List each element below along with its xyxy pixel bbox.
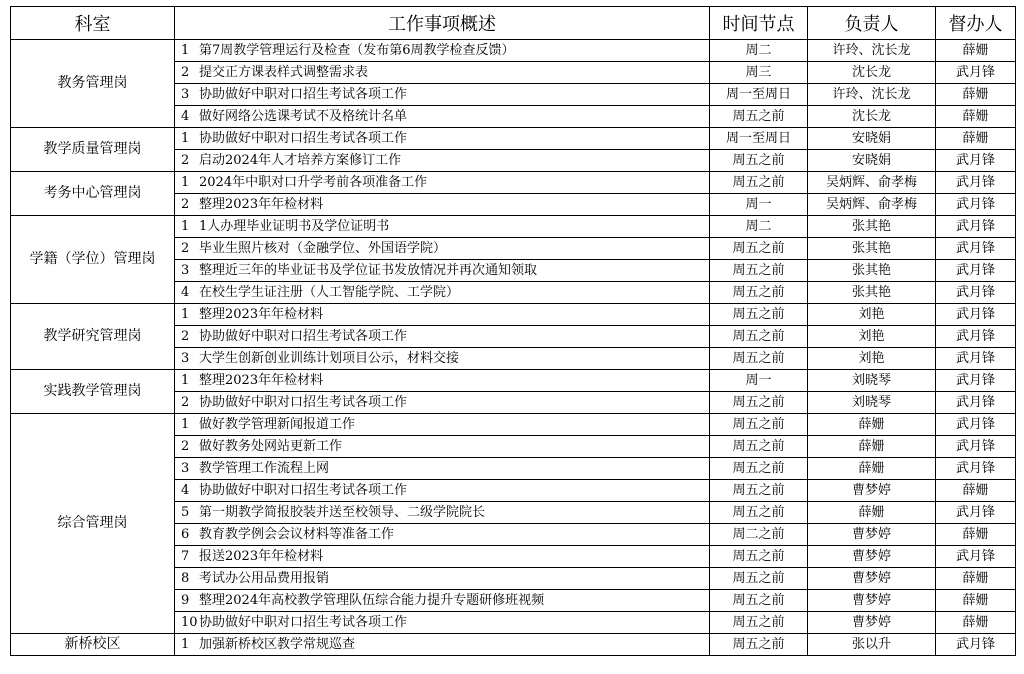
- time-cell: 周五之前: [710, 414, 808, 436]
- time-cell: 周五之前: [710, 326, 808, 348]
- time-cell: 周二: [710, 216, 808, 238]
- dept-cell: 综合管理岗: [11, 414, 175, 634]
- supervisor-cell: 武月锋: [936, 414, 1016, 436]
- task-text: 整理2024年高校教学管理队伍综合能力提升专题研修班视频: [199, 593, 545, 608]
- time-cell: 周五之前: [710, 304, 808, 326]
- supervisor-cell: 武月锋: [936, 392, 1016, 414]
- task-cell: [175, 194, 710, 216]
- owner-cell: 曹梦婷: [808, 524, 936, 546]
- task-number: 2: [181, 241, 190, 256]
- task-text: 整理2023年年检材料: [199, 373, 324, 388]
- task-number: 4: [181, 285, 190, 300]
- weekly-work-table: [10, 6, 1016, 656]
- table-row: [11, 370, 1016, 392]
- time-cell: 周三: [710, 62, 808, 84]
- time-cell: 周五之前: [710, 502, 808, 524]
- task-number: 1: [181, 219, 190, 234]
- task-cell: [175, 502, 710, 524]
- task-number: 2: [181, 329, 190, 344]
- owner-cell: 曹梦婷: [808, 612, 936, 634]
- time-cell: 周五之前: [710, 546, 808, 568]
- owner-cell: 张其艳: [808, 260, 936, 282]
- task-cell: [175, 150, 710, 172]
- owner-cell: 刘晓琴: [808, 392, 936, 414]
- task-number: 2: [181, 197, 190, 212]
- owner-cell: 刘艳: [808, 304, 936, 326]
- task-text: 在校生学生证注册（人工智能学院、工学院）: [199, 285, 460, 300]
- time-cell: 周二之前: [710, 524, 808, 546]
- task-cell: [175, 348, 710, 370]
- task-text: 第7周教学管理运行及检查（发布第6周教学检查反馈）: [199, 43, 515, 58]
- supervisor-cell: 薛姗: [936, 40, 1016, 62]
- task-cell: [175, 84, 710, 106]
- task-text: 第一期教学简报胶装并送至校领导、二级学院院长: [199, 505, 486, 520]
- task-text: 协助做好中职对口招生考试各项工作: [199, 131, 408, 146]
- supervisor-cell: 薛姗: [936, 568, 1016, 590]
- header-dept: 科室: [11, 7, 175, 40]
- owner-cell: 许玲、沈长龙: [808, 40, 936, 62]
- supervisor-cell: 薛姗: [936, 524, 1016, 546]
- task-cell: [175, 480, 710, 502]
- task-text: 加强新桥校区教学常规巡查: [199, 637, 356, 652]
- task-number: 2: [181, 153, 190, 168]
- task-number: 1: [181, 175, 190, 190]
- supervisor-cell: 武月锋: [936, 194, 1016, 216]
- supervisor-cell: 武月锋: [936, 370, 1016, 392]
- time-cell: 周五之前: [710, 612, 808, 634]
- task-number: 3: [181, 87, 190, 102]
- task-number: 1: [181, 307, 190, 322]
- supervisor-cell: 武月锋: [936, 216, 1016, 238]
- task-number: 1: [181, 43, 190, 58]
- time-cell: 周五之前: [710, 436, 808, 458]
- task-number: 2: [181, 395, 190, 410]
- supervisor-cell: 薛姗: [936, 106, 1016, 128]
- task-text: 2024年中职对口升学考前各项准备工作: [199, 175, 428, 190]
- owner-cell: 薛姗: [808, 502, 936, 524]
- table-body: [11, 40, 1016, 656]
- time-cell: 周五之前: [710, 238, 808, 260]
- task-text: 提交正方课表样式调整需求表: [199, 65, 369, 80]
- task-number: 4: [181, 109, 190, 124]
- supervisor-cell: 薛姗: [936, 590, 1016, 612]
- time-cell: 周五之前: [710, 480, 808, 502]
- task-cell: [175, 436, 710, 458]
- task-number: 3: [181, 351, 190, 366]
- supervisor-cell: 武月锋: [936, 282, 1016, 304]
- dept-cell: 教学质量管理岗: [11, 128, 175, 172]
- task-text: 做好教务处网站更新工作: [199, 439, 343, 454]
- owner-cell: 曹梦婷: [808, 546, 936, 568]
- task-text: 考试办公用品费用报销: [199, 571, 330, 586]
- task-number: 2: [181, 65, 190, 80]
- time-cell: 周五之前: [710, 282, 808, 304]
- task-text: 协助做好中职对口招生考试各项工作: [199, 329, 408, 344]
- owner-cell: 薛姗: [808, 436, 936, 458]
- dept-cell: 教务管理岗: [11, 40, 175, 128]
- task-text: 协助做好中职对口招生考试各项工作: [199, 483, 408, 498]
- task-cell: [175, 568, 710, 590]
- task-text: 协助做好中职对口招生考试各项工作: [199, 395, 408, 410]
- supervisor-cell: 武月锋: [936, 502, 1016, 524]
- task-cell: [175, 216, 710, 238]
- time-cell: 周五之前: [710, 260, 808, 282]
- task-number: 3: [181, 263, 190, 278]
- task-number: 2: [181, 439, 190, 454]
- task-cell: [175, 414, 710, 436]
- supervisor-cell: 薛姗: [936, 128, 1016, 150]
- table-row: [11, 40, 1016, 62]
- time-cell: 周一至周日: [710, 84, 808, 106]
- supervisor-cell: 武月锋: [936, 304, 1016, 326]
- time-cell: 周一: [710, 370, 808, 392]
- task-cell: [175, 282, 710, 304]
- table-row: [11, 304, 1016, 326]
- task-number: 5: [181, 505, 190, 520]
- task-cell: [175, 612, 710, 634]
- supervisor-cell: 薛姗: [936, 84, 1016, 106]
- task-number: 3: [181, 461, 190, 476]
- task-cell: [175, 458, 710, 480]
- task-number: 10: [181, 615, 198, 630]
- task-cell: [175, 370, 710, 392]
- task-text: 做好网络公选课考试不及格统计名单: [199, 109, 408, 124]
- time-cell: 周五之前: [710, 590, 808, 612]
- table-header-row: [11, 7, 1016, 40]
- owner-cell: 薛姗: [808, 458, 936, 480]
- task-number: 6: [181, 527, 190, 542]
- task-number: 4: [181, 483, 190, 498]
- task-number: 8: [181, 571, 190, 586]
- header-time: 时间节点: [710, 7, 808, 40]
- table-row: [11, 634, 1016, 656]
- task-text: 大学生创新创业训练计划项目公示，材料交接: [199, 351, 460, 366]
- time-cell: 周五之前: [710, 348, 808, 370]
- supervisor-cell: 武月锋: [936, 458, 1016, 480]
- supervisor-cell: 武月锋: [936, 238, 1016, 260]
- task-number: 9: [181, 593, 190, 608]
- owner-cell: 吴炳辉、俞孝梅: [808, 172, 936, 194]
- task-text: 1人办理毕业证明书及学位证明书: [199, 219, 390, 234]
- owner-cell: 曹梦婷: [808, 590, 936, 612]
- dept-cell: 新桥校区: [11, 634, 175, 656]
- dept-cell: 学籍（学位）管理岗: [11, 216, 175, 304]
- task-text: 报送2023年年检材料: [199, 549, 324, 564]
- supervisor-cell: 武月锋: [936, 62, 1016, 84]
- time-cell: 周五之前: [710, 150, 808, 172]
- task-number: 1: [181, 637, 190, 652]
- task-cell: [175, 62, 710, 84]
- task-cell: [175, 634, 710, 656]
- task-text: 协助做好中职对口招生考试各项工作: [199, 615, 408, 630]
- task-text: 整理近三年的毕业证书及学位证书发放情况并再次通知领取: [199, 263, 538, 278]
- owner-cell: 安晓娟: [808, 128, 936, 150]
- task-cell: [175, 546, 710, 568]
- supervisor-cell: 武月锋: [936, 348, 1016, 370]
- task-cell: [175, 172, 710, 194]
- time-cell: 周五之前: [710, 568, 808, 590]
- owner-cell: 曹梦婷: [808, 480, 936, 502]
- header-owner: 负责人: [808, 7, 936, 40]
- time-cell: 周一: [710, 194, 808, 216]
- time-cell: 周五之前: [710, 106, 808, 128]
- task-cell: [175, 590, 710, 612]
- owner-cell: 刘晓琴: [808, 370, 936, 392]
- supervisor-cell: 武月锋: [936, 436, 1016, 458]
- task-cell: [175, 392, 710, 414]
- table-row: [11, 172, 1016, 194]
- owner-cell: 刘艳: [808, 326, 936, 348]
- task-number: 1: [181, 373, 190, 388]
- time-cell: 周二: [710, 40, 808, 62]
- supervisor-cell: 武月锋: [936, 260, 1016, 282]
- task-text: 启动2024年人才培养方案修订工作: [199, 153, 402, 168]
- supervisor-cell: 武月锋: [936, 546, 1016, 568]
- dept-cell: 考务中心管理岗: [11, 172, 175, 216]
- owner-cell: 张其艳: [808, 216, 936, 238]
- task-cell: [175, 40, 710, 62]
- owner-cell: 许玲、沈长龙: [808, 84, 936, 106]
- owner-cell: 薛姗: [808, 414, 936, 436]
- task-cell: [175, 304, 710, 326]
- time-cell: 周五之前: [710, 458, 808, 480]
- task-cell: [175, 128, 710, 150]
- supervisor-cell: 武月锋: [936, 150, 1016, 172]
- task-cell: [175, 106, 710, 128]
- task-text: 毕业生照片核对（金融学位、外国语学院）: [199, 241, 447, 256]
- task-cell: [175, 260, 710, 282]
- time-cell: 周五之前: [710, 392, 808, 414]
- owner-cell: 刘艳: [808, 348, 936, 370]
- task-cell: [175, 238, 710, 260]
- task-number: 1: [181, 131, 190, 146]
- supervisor-cell: 武月锋: [936, 634, 1016, 656]
- task-text: 协助做好中职对口招生考试各项工作: [199, 87, 408, 102]
- dept-cell: 教学研究管理岗: [11, 304, 175, 370]
- task-text: 整理2023年年检材料: [199, 307, 324, 322]
- task-cell: [175, 524, 710, 546]
- table-row: [11, 414, 1016, 436]
- owner-cell: 张以升: [808, 634, 936, 656]
- schedule-document: [10, 6, 1015, 656]
- supervisor-cell: 武月锋: [936, 172, 1016, 194]
- dept-cell: 实践教学管理岗: [11, 370, 175, 414]
- owner-cell: 安晓娟: [808, 150, 936, 172]
- owner-cell: 吴炳辉、俞孝梅: [808, 194, 936, 216]
- time-cell: 周五之前: [710, 172, 808, 194]
- owner-cell: 张其艳: [808, 282, 936, 304]
- task-number: 7: [181, 549, 190, 564]
- task-cell: [175, 326, 710, 348]
- header-supervisor: 督办人: [936, 7, 1016, 40]
- task-text: 整理2023年年检材料: [199, 197, 324, 212]
- owner-cell: 曹梦婷: [808, 568, 936, 590]
- task-number: 1: [181, 417, 190, 432]
- owner-cell: 沈长龙: [808, 62, 936, 84]
- task-text: 做好教学管理新闻报道工作: [199, 417, 356, 432]
- header-task: 工作事项概述: [175, 7, 710, 40]
- time-cell: 周五之前: [710, 634, 808, 656]
- task-text: 教学管理工作流程上网: [199, 461, 330, 476]
- owner-cell: 张其艳: [808, 238, 936, 260]
- time-cell: 周一至周日: [710, 128, 808, 150]
- owner-cell: 沈长龙: [808, 106, 936, 128]
- task-text: 教育教学例会会议材料等准备工作: [199, 527, 395, 542]
- supervisor-cell: 武月锋: [936, 326, 1016, 348]
- supervisor-cell: 薛姗: [936, 612, 1016, 634]
- table-row: [11, 216, 1016, 238]
- supervisor-cell: 薛姗: [936, 480, 1016, 502]
- table-row: [11, 128, 1016, 150]
